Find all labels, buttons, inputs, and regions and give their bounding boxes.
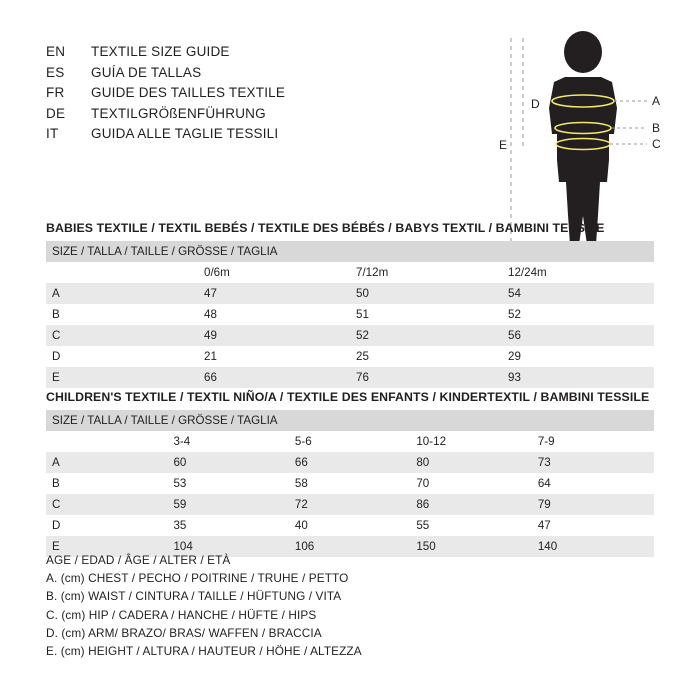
children-row-c-label: C <box>46 494 167 515</box>
children-col-3: 7-9 <box>532 431 654 452</box>
language-row-fr <box>46 83 285 104</box>
babies-row-a-label: A <box>46 283 198 304</box>
babies-row-d-label: D <box>46 346 198 367</box>
table-row-header <box>46 241 654 262</box>
children-size-table <box>46 410 654 557</box>
figure-label-e: E <box>499 138 508 152</box>
table-row <box>46 304 654 325</box>
babies-col-empty <box>46 262 198 283</box>
children-row-b-label: B <box>46 473 167 494</box>
children-row-c-v2: 86 <box>410 494 531 515</box>
babies-row-e-v1: 76 <box>350 367 502 388</box>
language-row-it <box>46 124 285 145</box>
legend-line-a: A. (cm) CHEST / PECHO / POITRINE / TRUHE / PETTO <box>46 571 349 586</box>
figure-label-a: A <box>652 94 661 108</box>
babies-col-2: 12/24m <box>502 262 654 283</box>
children-row-a-v2: 80 <box>410 452 531 473</box>
children-col-2: 10-12 <box>410 431 531 452</box>
babies-row-c-v2: 56 <box>502 325 654 346</box>
babies-title: BABIES TEXTILE / TEXTIL BEBÉS / TEXTILE DES BÉBÉS / BABYS TEXTIL / BAMBINI TESSILE <box>46 221 605 235</box>
language-text-en: TEXTILE SIZE GUIDE <box>91 44 230 59</box>
language-code-en: EN <box>46 44 66 59</box>
figure-label-d: D <box>531 97 540 111</box>
babies-row-d-v0: 21 <box>198 346 350 367</box>
children-row-d-v2: 55 <box>410 515 531 536</box>
children-row-b-v1: 58 <box>289 473 410 494</box>
table-row <box>46 325 654 346</box>
legend-line-age: AGE / EDAD / ÂGE / ALTER / ETÀ <box>46 553 231 567</box>
table-row <box>46 452 654 473</box>
babies-row-b-label: B <box>46 304 198 325</box>
babies-row-c-v1: 52 <box>350 325 502 346</box>
babies-row-a-v0: 47 <box>198 283 350 304</box>
babies-row-b-v2: 52 <box>502 304 654 325</box>
children-row-c-v1: 72 <box>289 494 410 515</box>
children-col-empty <box>46 431 167 452</box>
measurement-legend <box>46 551 362 660</box>
children-row-e-v1: 106 <box>289 536 410 557</box>
children-row-a-v1: 66 <box>289 452 410 473</box>
children-row-e-v3: 140 <box>532 536 654 557</box>
children-row-c-v0: 59 <box>167 494 288 515</box>
children-col-0: 3-4 <box>167 431 288 452</box>
table-row <box>46 473 654 494</box>
legend-line-c: C. (cm) HIP / CADERA / HANCHE / HÜFTE / HIPS <box>46 607 317 622</box>
babies-row-e-v2: 93 <box>502 367 654 388</box>
children-row-a-v3: 73 <box>532 452 654 473</box>
babies-col-1: 7/12m <box>350 262 502 283</box>
children-row-e-v2: 150 <box>410 536 531 557</box>
children-row-a-label: A <box>46 452 167 473</box>
children-section <box>46 390 654 557</box>
babies-size-table <box>46 241 654 388</box>
language-text-it: GUIDA ALLE TAGLIE TESSILI <box>91 126 279 141</box>
children-title: CHILDREN'S TEXTILE / TEXTIL NIÑO/A / TEXTILE DES ENFANTS / KINDERTEXTIL / BAMBINI TESSILE <box>46 390 650 404</box>
table-row-columns <box>46 262 654 283</box>
table-row <box>46 346 654 367</box>
babies-row-c-label: C <box>46 325 198 346</box>
language-code-fr: FR <box>46 85 65 100</box>
babies-row-e-label: E <box>46 367 198 388</box>
babies-size-header: SIZE / TALLA / TAILLE / GRÖSSE / TAGLIA <box>46 241 654 262</box>
language-code-es: ES <box>46 64 65 80</box>
babies-row-c-v0: 49 <box>198 325 350 346</box>
children-row-c-v3: 79 <box>532 494 654 515</box>
language-code-it: IT <box>46 126 59 141</box>
babies-row-e-v0: 66 <box>198 367 350 388</box>
babies-row-d-v2: 29 <box>502 346 654 367</box>
children-row-a-v0: 60 <box>167 452 288 473</box>
children-row-b-v3: 64 <box>532 473 654 494</box>
children-row-d-v0: 35 <box>167 515 288 536</box>
babies-col-0: 0/6m <box>198 262 350 283</box>
table-row <box>46 283 654 304</box>
figure-label-b: B <box>652 121 661 135</box>
table-row <box>46 367 654 388</box>
language-text-fr: GUIDE DES TAILLES TEXTILE <box>91 85 286 100</box>
legend-line-e: E. (cm) HEIGHT / ALTURA / HAUTEUR / HÖHE / ALTEZZA <box>46 644 362 659</box>
children-row-d-v3: 47 <box>532 515 654 536</box>
language-text-de: TEXTILGRÖßENFÜHRUNG <box>91 105 266 121</box>
table-row <box>46 494 654 515</box>
children-row-b-v0: 53 <box>167 473 288 494</box>
children-col-1: 5-6 <box>289 431 410 452</box>
children-row-e-v0: 104 <box>167 536 288 557</box>
language-code-de: DE <box>46 105 66 121</box>
babies-row-d-v1: 25 <box>350 346 502 367</box>
language-text-es: GUÍA DE TALLAS <box>91 64 202 80</box>
children-row-d-v1: 40 <box>289 515 410 536</box>
children-size-header: SIZE / TALLA / TAILLE / GRÖSSE / TAGLIA <box>46 410 654 431</box>
babies-row-a-v2: 54 <box>502 283 654 304</box>
language-row-es <box>46 63 285 84</box>
babies-section <box>46 221 654 388</box>
children-row-e-label: E <box>46 536 167 557</box>
babies-row-b-v1: 51 <box>350 304 502 325</box>
babies-row-b-v0: 48 <box>198 304 350 325</box>
children-row-d-label: D <box>46 515 167 536</box>
babies-row-a-v1: 50 <box>350 283 502 304</box>
language-row-de <box>46 104 285 125</box>
figure-label-c: C <box>652 137 661 151</box>
legend-line-b: B. (cm) WAIST / CINTURA / TAILLE / HÜFTUNG / VITA <box>46 589 342 604</box>
table-row-columns <box>46 431 654 452</box>
language-title-block <box>46 42 285 145</box>
table-row <box>46 515 654 536</box>
language-row-en <box>46 42 285 63</box>
legend-line-d: D. (cm) ARM/ BRAZO/ BRAS/ WAFFEN / BRACCIA <box>46 625 322 640</box>
children-row-b-v2: 70 <box>410 473 531 494</box>
table-row-header <box>46 410 654 431</box>
child-silhouette-icon <box>549 31 617 249</box>
